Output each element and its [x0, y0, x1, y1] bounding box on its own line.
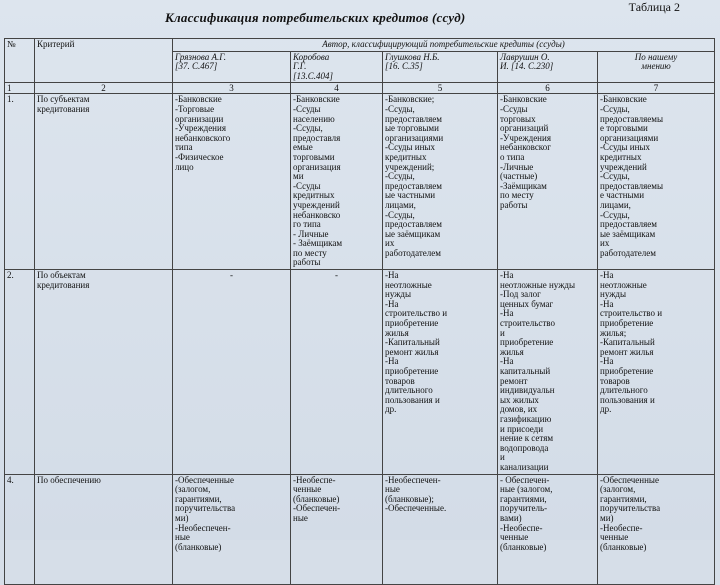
- cell-line: мнению: [641, 61, 671, 72]
- cell-line: -Необеспе-: [293, 474, 336, 485]
- cell-line: ценных бумаг: [500, 298, 554, 309]
- cell-line: капитальный: [500, 366, 551, 376]
- cell-line: ми): [175, 512, 189, 523]
- cell-line: работодателем: [600, 247, 656, 258]
- cell-line: -Обеспеченные.: [385, 503, 447, 514]
- cell-line: -Банковские: [175, 94, 222, 105]
- cell-line: емые: [293, 142, 313, 153]
- document-title: Классификация потребительских кредитов (ссуд): [165, 10, 466, 25]
- cell-line: Грязнова А.Г.: [175, 51, 226, 62]
- cell-line: жилья: [500, 346, 524, 357]
- column-number: 2: [35, 83, 173, 94]
- cell-line: -Необеспе-: [600, 522, 643, 533]
- cell-line: лицами,: [600, 199, 631, 210]
- cell-line: населению: [293, 113, 335, 124]
- cell-line: -На: [500, 270, 514, 281]
- cell-line: ми: [293, 171, 304, 182]
- cell-line: (бланковые): [600, 541, 647, 552]
- cell-line: -На: [500, 308, 514, 319]
- table-cell: [498, 94, 598, 270]
- cell-line: торговыми: [293, 151, 335, 162]
- cell-line: -Под залог: [500, 289, 541, 300]
- cell-line: ные: [385, 484, 400, 495]
- cell-line: их: [600, 238, 610, 249]
- cell-line: водопровода: [500, 442, 549, 453]
- cell-line: небанковско: [293, 209, 341, 220]
- cell-line: - Личные: [293, 228, 329, 239]
- cell-line: типа: [175, 142, 193, 153]
- cell-line: приобретение: [385, 366, 439, 376]
- cell-line: небанковског: [500, 142, 551, 153]
- cell-line: предоставляемы: [600, 180, 664, 191]
- cell-line: строительство и: [385, 308, 448, 319]
- cell-line: ые заёмщикам: [385, 228, 441, 239]
- cell-line: предоставляем: [385, 180, 442, 191]
- cell-line: небанковского: [175, 132, 231, 143]
- cell-line: -Банковские: [293, 94, 340, 105]
- cell-line: -Ссуды,: [600, 171, 630, 182]
- table-cell: [383, 94, 498, 270]
- cell-line: кредитных: [600, 151, 642, 162]
- cell-line: (залогом,: [600, 484, 636, 495]
- table-label: Таблица 2: [628, 0, 680, 14]
- table-cell: [598, 94, 715, 270]
- cell-line: по месту: [500, 190, 534, 201]
- cell-line: нужды: [385, 289, 412, 300]
- cell-line: -Ссуды,: [385, 209, 415, 220]
- cell-line: поручительства: [600, 503, 661, 514]
- cell-line: е частными: [600, 190, 645, 201]
- header-author-3: [383, 51, 498, 83]
- cell-line: поручитель-: [500, 503, 548, 514]
- cell-line: гарантиями,: [600, 493, 647, 504]
- cell-line: (бланковые): [293, 493, 340, 504]
- cell-line: работы: [293, 257, 321, 268]
- cell-line: [13.С.404]: [293, 70, 334, 81]
- cell-line: учреждений;: [385, 161, 435, 172]
- row-criteria: [35, 474, 173, 584]
- cell-line: [37. С.467]: [175, 61, 218, 72]
- cell-line: вами): [500, 512, 522, 523]
- cell-line: -Банковские;: [385, 94, 435, 105]
- cell-line: о типа: [500, 151, 525, 162]
- cell-line: гарантиями,: [175, 493, 222, 504]
- cell-line: -Капитальный: [600, 337, 655, 348]
- table-cell: [173, 94, 291, 270]
- cell-line: организация: [293, 161, 341, 172]
- table-cell: [291, 270, 383, 474]
- cell-line: неотложные: [385, 279, 432, 290]
- cell-line: -Ссуды,: [385, 103, 415, 114]
- cell-line: канализации: [500, 461, 549, 472]
- cell-line: учреждений: [600, 161, 647, 172]
- cell-line: предоставля: [293, 132, 341, 143]
- cell-line: домов, их: [500, 404, 538, 415]
- cell-line: кредитных: [293, 190, 335, 201]
- cell-line: -: [335, 270, 338, 281]
- cell-line: -Банковские: [500, 94, 547, 105]
- cell-line: ых жилых: [500, 394, 539, 405]
- header-row-group: [5, 39, 715, 52]
- cell-line: кредитования: [37, 103, 90, 114]
- cell-line: По нашему: [634, 51, 678, 62]
- row-criteria: [35, 94, 173, 270]
- cell-line: товаров: [600, 375, 630, 386]
- cell-line: и: [500, 327, 505, 338]
- cell-line: -На: [385, 270, 399, 281]
- cell-line: кредитования: [37, 279, 90, 290]
- cell-line: (частные): [500, 171, 538, 182]
- cell-line: по месту: [293, 247, 327, 258]
- cell-line: работодателем: [385, 247, 441, 258]
- cell-line: организаций: [500, 123, 549, 134]
- cell-line: жилья: [385, 327, 409, 338]
- cell-line: организациями: [600, 132, 659, 143]
- cell-line: Коробова: [293, 51, 330, 62]
- cell-line: ми): [600, 512, 614, 523]
- cell-line: -Торговые: [175, 103, 215, 114]
- table-cell: [598, 270, 715, 474]
- row-number: 2.: [5, 270, 35, 474]
- cell-line: длительного: [385, 385, 433, 396]
- cell-line: торговых: [500, 113, 536, 124]
- header-no: №: [5, 39, 35, 83]
- cell-line: предоставляем: [385, 219, 442, 230]
- cell-line: неотложные нужды: [500, 279, 576, 290]
- cell-line: учреждений: [293, 199, 340, 210]
- cell-line: -Ссуды иных: [600, 142, 650, 153]
- table-cell: [173, 474, 291, 584]
- cell-line: -На: [500, 356, 514, 367]
- header-authors-group: Автор, классифицирующий потребительские кредиты (ссуды): [173, 39, 715, 52]
- cell-line: -На: [600, 298, 614, 309]
- cell-line: индивидуальн: [500, 385, 555, 396]
- cell-line: -Обеспеченные: [600, 474, 659, 485]
- cell-line: (залогом,: [175, 484, 211, 495]
- column-number: 6: [498, 83, 598, 94]
- cell-line: -Банковские: [600, 94, 647, 105]
- table-cell: [291, 474, 383, 584]
- cell-line: организации: [175, 113, 224, 124]
- cell-line: -На: [600, 270, 614, 281]
- cell-line: -Учреждения: [500, 132, 551, 143]
- header-criteria: Критерий: [35, 39, 173, 83]
- row-number: 4.: [5, 474, 35, 584]
- cell-line: -Необеспе-: [500, 522, 543, 533]
- cell-line: -Ссуды: [293, 180, 321, 191]
- cell-line: и: [500, 452, 505, 463]
- cell-line: др.: [600, 404, 612, 415]
- cell-line: -Ссуды: [500, 103, 528, 114]
- cell-line: и присоеди: [500, 423, 544, 434]
- cell-line: приобретение: [385, 318, 439, 329]
- cell-line: нение к сетям: [500, 433, 554, 444]
- cell-line: -Обеспечен-: [293, 503, 341, 514]
- cell-line: др.: [385, 404, 397, 415]
- cell-line: приобретение: [500, 337, 554, 348]
- header-author-1: [173, 51, 291, 83]
- cell-line: -Капитальный: [385, 337, 440, 348]
- row-criteria: [35, 270, 173, 474]
- cell-line: -Ссуды,: [293, 123, 323, 134]
- cell-line: предоставляем: [600, 219, 657, 230]
- cell-line: Г.Г.: [293, 61, 307, 72]
- cell-line: -Ссуды,: [385, 171, 415, 182]
- cell-line: предоставляем: [385, 113, 442, 124]
- cell-line: е торговыми: [600, 123, 648, 134]
- cell-line: газификацию: [500, 413, 552, 424]
- cell-line: организациями: [385, 132, 444, 143]
- header-author-5: [598, 51, 715, 83]
- cell-line: ремонт жилья: [385, 346, 439, 357]
- cell-line: пользования и: [385, 394, 440, 405]
- cell-line: строительство: [500, 318, 555, 329]
- cell-line: По обеспечению: [37, 474, 101, 485]
- cell-line: -Ссуды: [293, 103, 321, 114]
- column-number: 4: [291, 83, 383, 94]
- cell-line: -Необеспечен-: [385, 474, 441, 485]
- cell-line: -Ссуды иных: [385, 142, 435, 153]
- cell-line: ые заёмщикам: [600, 228, 656, 239]
- cell-line: -Обеспеченные: [175, 474, 234, 485]
- cell-line: Глушкова Н.Б.: [385, 51, 440, 62]
- cell-line: Лаврушин О.: [500, 51, 550, 62]
- cell-line: -Заёмщикам: [500, 180, 547, 191]
- cell-line: -Ссуды,: [600, 103, 630, 114]
- cell-line: неотложные: [600, 279, 647, 290]
- cell-line: пользования и: [600, 394, 655, 405]
- cell-line: приобретение: [600, 366, 654, 376]
- cell-line: работы: [500, 199, 528, 210]
- cell-line: ые торговыми: [385, 123, 439, 134]
- cell-line: -На: [385, 298, 399, 309]
- cell-line: По субъектам: [37, 94, 90, 105]
- cell-line: - Заёмщикам: [293, 238, 343, 249]
- header-author-2: [291, 51, 383, 83]
- cell-line: -Физическое: [175, 151, 224, 162]
- table-row: [5, 94, 715, 270]
- column-number: 5: [383, 83, 498, 94]
- row-number: 1.: [5, 94, 35, 270]
- cell-line: лицо: [175, 161, 194, 172]
- cell-line: товаров: [385, 375, 415, 386]
- column-number: 3: [173, 83, 291, 94]
- cell-line: По объектам: [37, 270, 86, 281]
- cell-line: (бланковые): [175, 541, 222, 552]
- table-cell: [383, 270, 498, 474]
- cell-line: -На: [385, 356, 399, 367]
- cell-line: -На: [600, 356, 614, 367]
- cell-line: поручительства: [175, 503, 236, 514]
- cell-line: ченные: [600, 532, 629, 543]
- cell-line: -: [230, 270, 233, 281]
- header-author-4: [498, 51, 598, 83]
- cell-line: ченные: [293, 484, 322, 495]
- cell-line: -Личные: [500, 161, 534, 172]
- column-number-row: [5, 83, 715, 94]
- cell-line: ремонт: [500, 375, 528, 386]
- table-cell: [498, 270, 598, 474]
- table-row: [5, 270, 715, 474]
- cell-line: (бланковые): [500, 541, 547, 552]
- cell-line: нужды: [600, 289, 627, 300]
- table-cell: [173, 270, 291, 474]
- cell-line: ные (залогом,: [500, 484, 553, 495]
- table-cell: [498, 474, 598, 584]
- cell-line: -Ссуды,: [600, 209, 630, 220]
- cell-line: строительство и: [600, 308, 663, 319]
- table-cell: [598, 474, 715, 584]
- column-number: 1: [5, 83, 35, 94]
- cell-line: И. [14. С.230]: [500, 61, 554, 72]
- table-cell: [383, 474, 498, 584]
- cell-line: (бланковые);: [385, 493, 434, 504]
- cell-line: приобретение: [600, 318, 654, 329]
- cell-line: [16. С.35]: [385, 61, 423, 72]
- cell-line: -Необеспечен-: [175, 522, 231, 533]
- cell-line: гарантиями,: [500, 493, 547, 504]
- cell-line: длительного: [600, 385, 648, 396]
- cell-line: -Учреждения: [175, 123, 226, 134]
- cell-line: предоставляемы: [600, 113, 664, 124]
- column-number: 7: [598, 83, 715, 94]
- cell-line: лицами,: [385, 199, 416, 210]
- cell-line: ные: [293, 512, 308, 523]
- table-row: [5, 474, 715, 584]
- cell-line: - Обеспечен-: [500, 474, 550, 485]
- table-cell: [291, 94, 383, 270]
- cell-line: ремонт жилья: [600, 346, 654, 357]
- classification-table: [4, 38, 715, 585]
- cell-line: ные: [175, 532, 190, 543]
- cell-line: ые частными: [385, 190, 436, 201]
- cell-line: кредитных: [385, 151, 427, 162]
- cell-line: го типа: [293, 219, 321, 230]
- cell-line: жилья;: [600, 327, 627, 338]
- cell-line: их: [385, 238, 395, 249]
- cell-line: ченные: [500, 532, 529, 543]
